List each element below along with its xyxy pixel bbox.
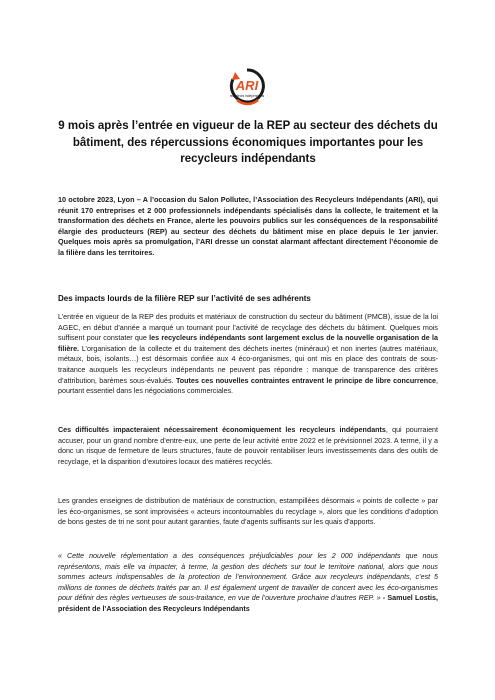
section-heading: Des impacts lourds de la filière REP sur l’activité de ses adhérents xyxy=(58,294,311,303)
body-paragraph-3: Les grandes enseignes de distribution de matériaux de construction, estampillées désormais « points de collecte » par les éco-organismes, se sont improvisées « acteurs incontournables du recyclage », alors que les conditions d’adoption de bons gestes de tri ne sont pour autant garanties, faute d’agents suffisants sur les quais d’apports. xyxy=(58,497,438,527)
ari-logo xyxy=(227,66,267,110)
intro-paragraph: 10 octobre 2023, Lyon – A l’occasion du Salon Pollutec, l’Association des Recycleurs Indépendants (ARI), qui réunit 170 entreprises et 2 000 professionnels indépendants spécialisés dans la collecte, le traitement et la transformation des déchets en France, alerte les pouvoirs publics sur les conséquences de la responsabilité élargie des producteurs (REP) au secteur des déchets du bâtiment mise en place depuis le 1er janvier. Quelques mois après sa promulgation, l’ARI dresse un constat alarmant affectant directement l’économie de la filière dans les territoires. xyxy=(58,195,438,257)
quote-paragraph xyxy=(58,551,438,615)
ari-logo-mark xyxy=(227,66,267,110)
body-paragraph-2 xyxy=(58,425,438,467)
quote-text: « Cette nouvelle réglementation a des conséquences préjudiciables pour les 2 000 indépendants que nous représentons, mais elle va impacter, à terme, la gestion des déchets sur tout le territoire national, alors que nous sommes acteurs indispensables de la protection de l’environnement. Grâce aux recycleurs indépendants, c’est 5 millions de tonnes de déchets traités par an. Il est également urgent de travailler de concert avec les éco-organismes pour définir des règles vertueuses de sous-traitance, en vue de l’ouverture prochaine d’autres REP. » xyxy=(58,552,438,603)
p1-emphasis-exclusion: les recycleurs indépendants sont largement exclus de la nouvelle organisation de la filière. xyxy=(58,334,438,353)
p1-text-e: , pourtant essentiel dans les négociations commerciales. xyxy=(58,376,438,396)
p1-text-c: L’organisation de la collecte et du traitement des déchets inertes (minéraux) et non inertes (autres matériaux, métaux, bois, isolants…) est désormais confiée aux 4 éco-organismes, qui ont mis en place des contrats de sous-traitance auxquels les recycleurs indépendants ne peuvent pas répondre : manque de transparence des critères d’attribution, barèmes sous-évalués. xyxy=(58,344,438,385)
p2-emphasis-impact: Ces difficultés impacteraient nécessairement économiquement les recycleurs indépendants xyxy=(58,426,386,434)
p1-text-a: L’entrée en vigueur de la REP des produits et matériaux de construction du secteur du bâtiment (PMCB), issue de la loi AGEC, en début d’année a marqué un tournant pour l’activité de recyclage des déchets du bâtiment. Quelques mois suffisent pour constater que xyxy=(58,313,438,343)
logo-text: ARI xyxy=(235,78,259,93)
p2-text-b: , qui pourraient accuser, pour un grand nombre d’entre-eux, une perte de leur activité entre 2022 et le prévisionnel 2023. A terme, il y a donc un risque de fermeture de leurs structures, faute de pouvoir rentabiliser leurs investissements dans des outils de recyclage, et la disparition d’exutoires locaux des matières recyclés. xyxy=(58,426,438,466)
quote-attribution: - Samuel Lostis, président de l’Association des Recycleurs Indépendants xyxy=(58,594,438,613)
p1-emphasis-competition: Toutes ces nouvelles contraintes entravent le principe de libre concurrence xyxy=(175,376,437,385)
body-paragraph-1 xyxy=(58,312,438,397)
press-release-title: 9 mois après l’entrée en vigueur de la REP au secteur des déchets du bâtiment, des répercussions économiques importantes pour les recycleurs indépendants xyxy=(58,120,438,165)
logo-subtext: recycleurs indépendants xyxy=(229,94,265,98)
